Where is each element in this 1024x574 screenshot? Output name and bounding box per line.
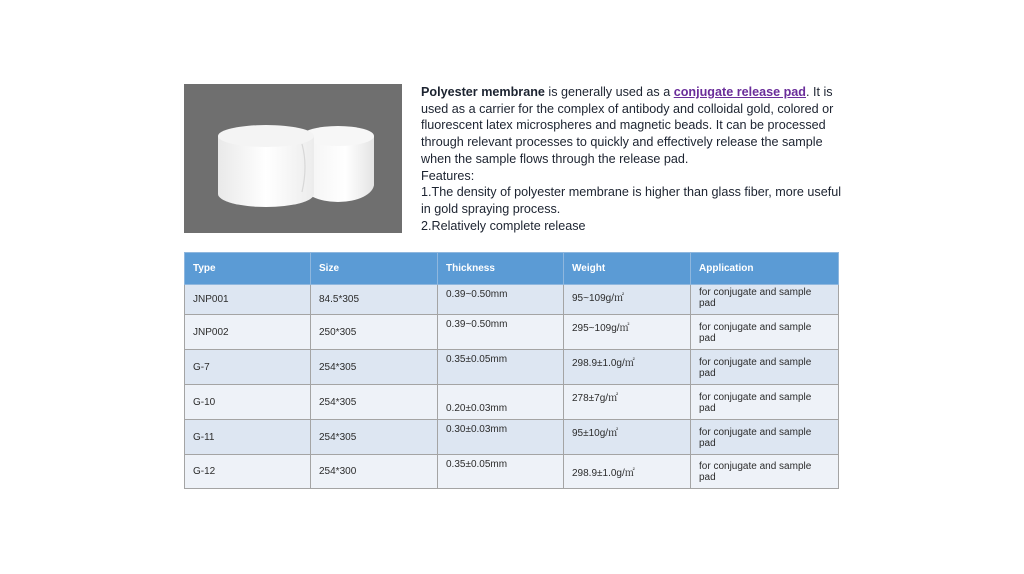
header-size: Size: [311, 253, 438, 285]
cell-application: for conjugate and sample pad: [691, 350, 839, 385]
table-row: [185, 315, 839, 350]
header-thickness: Thickness: [438, 253, 564, 285]
intro-text-2: . It is used as a carrier for the complex of antibody and colloidal gold, colored or fluorescent latex microspheres and magnetic beads. It can be processed through relevant processes to quickly and effectively release the sample when the sample flows through the release pad.: [421, 85, 834, 166]
cell-application: for conjugate and sample pad: [691, 385, 839, 420]
cell-type: G-11: [185, 420, 311, 455]
cell-weight: 298.9±1.0g/㎡: [564, 350, 691, 385]
cell-weight: 298.9±1.0g/㎡: [564, 455, 691, 489]
conjugate-release-pad-link[interactable]: conjugate release pad: [673, 85, 807, 99]
cell-size: 84.5*305: [311, 285, 438, 315]
cell-application: for conjugate and sample pad: [691, 420, 839, 455]
cell-type: G-10: [185, 385, 311, 420]
product-name: Polyester membrane: [421, 85, 545, 99]
cell-application: for conjugate and sample pad: [691, 315, 839, 350]
table-row: [185, 455, 839, 489]
cell-thickness: 0.35±0.05mm: [438, 455, 564, 489]
cell-thickness: 0.20±0.03mm: [438, 385, 564, 420]
cell-weight: 95~109g/㎡: [564, 285, 691, 315]
cell-thickness: 0.39~0.50mm: [438, 285, 564, 315]
membrane-rolls-image: [184, 84, 402, 233]
cell-thickness: 0.39~0.50mm: [438, 315, 564, 350]
cell-type: JNP001: [185, 285, 311, 315]
header-application: Application: [691, 253, 839, 285]
feature-1: 1.The density of polyester membrane is higher than glass fiber, more useful in gold spraying process.: [421, 185, 842, 216]
features-heading: Features:: [421, 168, 475, 183]
cell-size: 254*300: [311, 455, 438, 489]
table-row: [185, 285, 839, 315]
table-header-row: [185, 253, 839, 285]
table-row: [185, 385, 839, 420]
cell-weight: 278±7g/㎡: [564, 385, 691, 420]
cell-type: G-12: [185, 455, 311, 489]
cell-type: G-7: [185, 350, 311, 385]
cell-type: JNP002: [185, 315, 311, 350]
cell-size: 254*305: [311, 350, 438, 385]
table-row: [185, 350, 839, 385]
table-row: [185, 420, 839, 455]
cell-application: for conjugate and sample pad: [691, 455, 839, 489]
cell-size: 254*305: [311, 385, 438, 420]
cell-weight: 95±10g/㎡: [564, 420, 691, 455]
feature-2: 2.Relatively complete release: [421, 218, 586, 233]
cell-thickness: 0.35±0.05mm: [438, 350, 564, 385]
intro-text-1: is generally used as a: [544, 85, 674, 99]
intro-paragraph: [421, 84, 841, 168]
specifications-table: [184, 252, 839, 489]
cell-weight: 295~109g/㎡: [564, 315, 691, 350]
cell-application: for conjugate and sample pad: [691, 285, 839, 315]
cell-size: 250*305: [311, 315, 438, 350]
cell-size: 254*305: [311, 420, 438, 455]
header-weight: Weight: [564, 253, 691, 285]
product-photo: [184, 84, 402, 233]
cell-thickness: 0.30±0.03mm: [438, 420, 564, 455]
header-type: Type: [185, 253, 311, 285]
product-description: [421, 84, 841, 234]
